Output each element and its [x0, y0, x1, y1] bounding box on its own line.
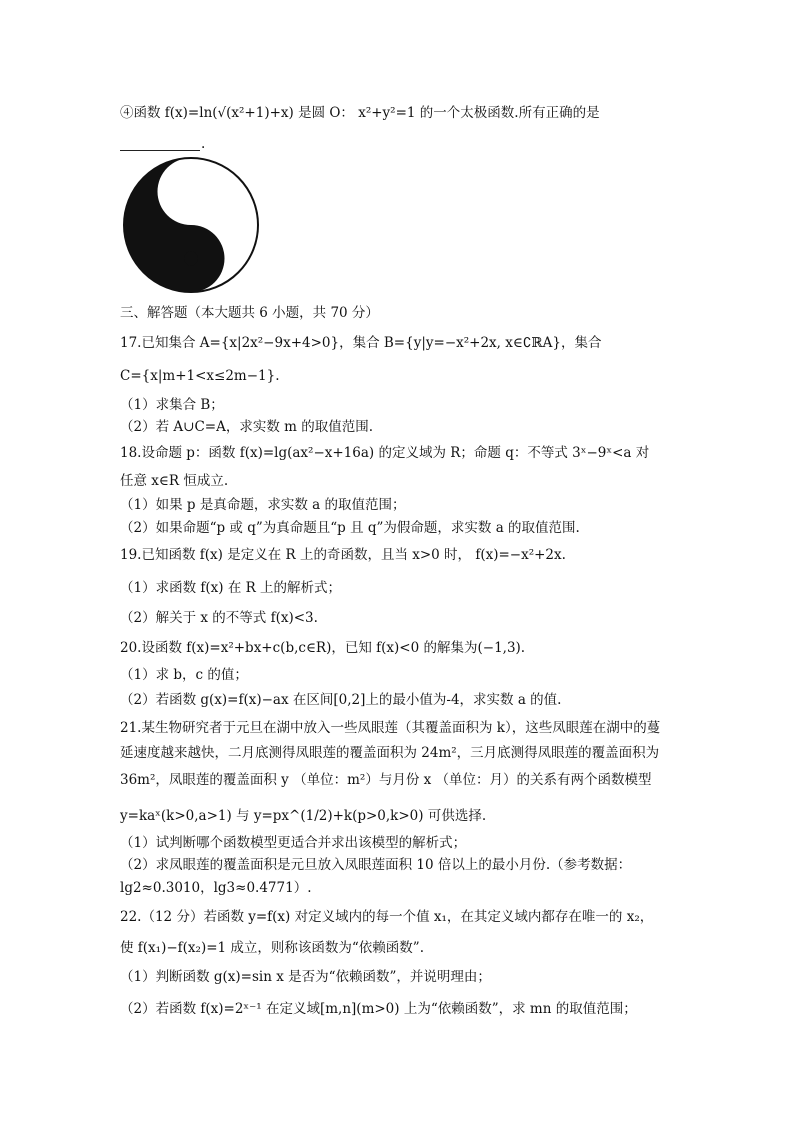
- q17-part2: （2）若 A∪C=A，求实数 m 的取值范围.: [120, 419, 374, 435]
- q18-statement-cont: 任意 x∈R 恒成立.: [120, 473, 229, 489]
- q22-part2: （2）若函数 f(x)=2ˣ⁻¹ 在定义域[m,n](m>0) 上为“依赖函数”，求 mn 的取值范围；: [120, 1001, 637, 1017]
- q4-statement: ④函数 f(x)=ln(√(x²+1)+x) 是圆 O： x²+y²=1 的一个太极函数.所有正确的是: [120, 105, 600, 121]
- answer-blank: [120, 130, 200, 151]
- q22-statement: 22.（12 分）若函数 y=f(x) 对定义域内的每一个值 x₁，在其定义域内都存在唯一的 x₂，: [120, 909, 654, 925]
- q18-part1: （1）如果 p 是真命题，求实数 a 的取值范围；: [120, 497, 406, 513]
- q19-statement: 19.已知函数 f(x) 是定义在 R 上的奇函数，且当 x>0 时， f(x)=−x²+2x.: [120, 547, 566, 563]
- q4-period: .: [201, 136, 206, 152]
- q21-statement-cont1: 延速度越来越快，二月底测得凤眼莲的覆盖面积为 24m²，三月底测得凤眼莲的覆盖面积为: [120, 745, 660, 761]
- q18-statement: 18.设命题 p：函数 f(x)=lg(ax²−x+16a) 的定义域为 R；命题 q：不等式 3ˣ−9ˣ<a 对: [120, 445, 650, 461]
- q20-part2: （2）若函数 g(x)=f(x)−ax 在区间[0,2]上的最小值为-4，求实数 a 的值.: [120, 692, 562, 708]
- q19-part2: （2）解关于 x 的不等式 f(x)<3.: [120, 610, 318, 626]
- q21-statement-cont2: 36m²，凤眼莲的覆盖面积 y （单位：m²）与月份 x （单位：月）的关系有两个函数模型: [120, 772, 652, 788]
- q21-statement: 21.某生物研究者于元旦在湖中放入一些凤眼莲（其覆盖面积为 k），这些凤眼莲在湖中的蔓: [120, 720, 661, 736]
- q21-part2: （2）求凤眼莲的覆盖面积是元旦放入凤眼莲面积 10 倍以上的最小月份.（参考数据：: [120, 857, 632, 873]
- q18-part2: （2）如果命题“p 或 q”为真命题且“p 且 q”为假命题，求实数 a 的取值范围.: [120, 520, 580, 536]
- q21-part1: （1）试判断哪个函数模型更适合并求出该模型的解析式；: [120, 835, 467, 851]
- q17-part1: （1）求集合 B；: [120, 397, 224, 413]
- section3-header: 三、解答题（本大题共 6 小题，共 70 分）: [120, 305, 379, 321]
- q21-models: y=kaˣ(k>0,a>1) 与 y=px^(1/2)+k(p>0,k>0) 可供选择.: [120, 808, 487, 824]
- q21-reference-data: lg2≈0.3010，lg3≈0.4771）.: [120, 880, 312, 896]
- q22-part1: （1）判断函数 g(x)=sin x 是否为“依赖函数”，并说明理由；: [120, 969, 491, 985]
- q20-statement: 20.设函数 f(x)=x²+bx+c(b,c∈R)，已知 f(x)<0 的解集为(−1,3).: [120, 640, 526, 656]
- q17-statement: 17.已知集合 A={x|2x²−9x+4>0}，集合 B={y|y=−x²+2x, x∈∁ℝA}，集合: [120, 335, 602, 351]
- q17-statement-cont: C={x|m+1<x≤2m−1}.: [120, 368, 280, 384]
- taiji-figure: [122, 156, 260, 294]
- q20-part1: （1）求 b，c 的值；: [120, 667, 248, 683]
- q19-part1: （1）求函数 f(x) 在 R 上的解析式；: [120, 580, 342, 596]
- q22-statement-cont: 使 f(x₁)−f(x₂)=1 成立，则称该函数为“依赖函数”.: [120, 940, 425, 956]
